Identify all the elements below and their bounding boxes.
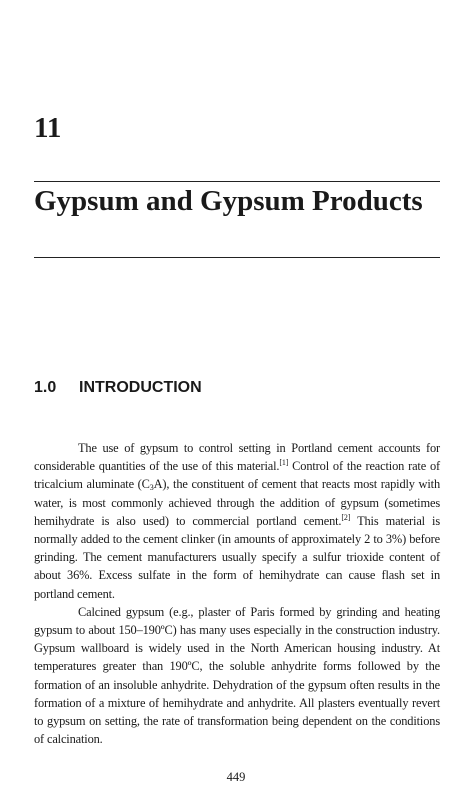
body-text: [34, 439, 440, 748]
section-heading: [34, 379, 202, 397]
paragraph-text: A), the constituent of cement that reacts most rapidly with water, is most commonly achieved through the addition of gypsum (sometimes hemihydrate is also used) to commercial portland cement.: [34, 477, 440, 528]
title-rule-top: [34, 181, 440, 182]
title-rule-bottom: [34, 257, 440, 258]
paragraph-text: The use of gypsum to control setting in Portland cement accounts for considerable quantities of the use of this material.: [34, 441, 440, 474]
chapter-number: 11: [34, 112, 62, 144]
citation-ref: [1]: [279, 458, 289, 468]
paragraph-text: Control of the reaction rate of tricalcium aluminate (C: [34, 459, 440, 492]
subscript: 3: [149, 483, 154, 493]
paragraph-1: [34, 439, 440, 603]
paragraph-text: This material is normally added to the cement clinker (in amounts of approximately 2 to 3%) before grinding. The cement manufacturers usually specify a sulfur trioxide content of about 36%. Excess sulfate in the form of hemihydrate can cause flash set in portland cement.: [34, 513, 440, 601]
section-number: 1.0: [34, 379, 57, 396]
paragraph-2: Calcined gypsum (e.g., plaster of Paris formed by grinding and heating gypsum to about 150–190ºC) has many uses especially in the construction industry. Gypsum wallboard is widely used in the North American housing industry. At temperatures greater than 190ºC, the soluble anhydrite forms followed by the formation of an insoluble anhydrite. Dehydration of the gypsum often results in the formation of a mixture of hemihydrate and anhydrite. All plasters eventually revert to gypsum on setting, the rate of transformation being dependent on the conditions of calcination.: [34, 604, 440, 747]
citation-ref: [2]: [341, 512, 351, 522]
chapter-title: Gypsum and Gypsum Products: [34, 185, 423, 217]
page-number: 449: [226, 770, 246, 784]
section-title: INTRODUCTION: [79, 379, 202, 396]
